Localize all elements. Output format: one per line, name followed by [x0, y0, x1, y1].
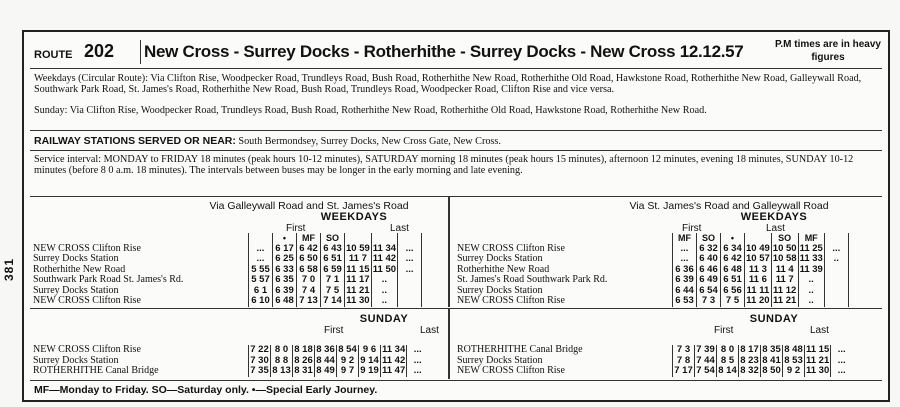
time-cell: 6 34: [721, 244, 745, 255]
divider: [30, 308, 882, 309]
stop-name: Southwark Park Road St. James's Rd.: [33, 274, 184, 285]
time-cell: 8 0: [717, 345, 739, 356]
time-cell: 11 15: [806, 344, 830, 355]
left-sunday-heading: SUNDAY: [359, 313, 409, 325]
header-divider: [140, 40, 141, 64]
time-cell: [824, 275, 848, 286]
time-cell: 6 42: [297, 244, 321, 255]
time-cell: 6 40: [697, 254, 721, 265]
center-divider: [448, 309, 450, 379]
right-first-label: First: [682, 223, 702, 234]
time-cell: ...: [673, 244, 697, 255]
route-header: [32, 38, 884, 66]
column-header: •: [273, 233, 297, 244]
time-cell: [398, 296, 422, 307]
time-cell: ...: [398, 265, 422, 276]
right-weekdays-heading: WEEKDAYS: [740, 211, 808, 223]
time-cell: 8 41: [762, 354, 781, 366]
time-cell: 9 6: [359, 345, 381, 356]
time-cell: 6 51: [321, 254, 345, 265]
table-row: [456, 254, 872, 265]
time-cell: 6 46: [697, 265, 721, 276]
footnote: MF—Monday to Friday. SO—Saturday only. •—Special Early Journey.: [34, 384, 378, 396]
table-row: [32, 296, 445, 307]
right-sunday-first-label: First: [714, 325, 734, 336]
time-cell: 6 59: [321, 265, 345, 276]
time-cell: ...: [249, 244, 273, 255]
left-sunday-last-label: Last: [420, 325, 439, 336]
stop-name: NEW CROSS Clifton Rise: [457, 242, 565, 254]
time-cell: 7 3: [673, 345, 695, 356]
time-cell: 8 17: [740, 344, 759, 355]
stop-name: St. James's Road Southwark Park Rd.: [457, 274, 608, 285]
time-cell: 10 57: [746, 253, 770, 264]
time-cell: 11 4: [771, 265, 798, 276]
time-cell: 6 39: [273, 286, 297, 297]
time-cell: 7 14: [321, 296, 345, 307]
time-cell: 7 4: [297, 286, 321, 297]
time-cell: 11 17: [346, 274, 370, 285]
time-cell: 6 58: [297, 265, 321, 276]
time-cell: 11 42: [372, 253, 397, 264]
left-last-label: Last: [390, 223, 409, 234]
time-cell: 10 49: [746, 242, 770, 254]
table-row: [32, 366, 428, 377]
time-cell: 7 8: [673, 356, 695, 367]
time-cell: 7 5: [321, 286, 345, 297]
time-cell: 6 43: [321, 244, 345, 255]
time-cell: 6 17: [273, 244, 297, 255]
column-header: [848, 233, 872, 244]
time-cell: [848, 265, 872, 276]
table-row: [456, 345, 852, 356]
time-cell: [422, 296, 446, 307]
stop-name: ROTHERHITHE Canal Bridge: [457, 344, 583, 355]
time-cell: [422, 244, 446, 255]
time-cell: 8 14: [718, 365, 737, 376]
time-cell: 8 50: [762, 365, 781, 376]
time-cell: 8 31: [294, 365, 313, 376]
right-via: Via St. James's Road and Galleywall Road: [629, 200, 829, 212]
time-cell: 10 58: [772, 253, 797, 264]
service-interval: Service interval: MONDAY to FRIDAY 18 minutes (peak hours 10-12 minutes), SATURDAY morning 18 minutes (peak hours 15 minutes), afternoon 12 minutes, evening 18 minutes, SUNDAY 10-12 minutes (before 8 0 a.m. 18 minutes). The intervals between buses may be longer in the early morning and late evening.: [34, 154, 854, 176]
time-cell: 11 3: [745, 265, 772, 276]
weekdays-right-table: [456, 233, 872, 307]
time-cell: 8 13: [272, 365, 291, 376]
time-cell: 6 33: [273, 265, 297, 276]
time-cell: 6 44: [673, 286, 697, 297]
time-cell: 9 7: [337, 366, 359, 377]
time-cell: 8 35: [762, 344, 781, 355]
column-header: [398, 233, 422, 244]
time-cell: 11 30: [806, 365, 830, 376]
time-cell: 11 6: [745, 275, 772, 286]
time-cell: 11 7: [771, 275, 798, 286]
time-cell: 11 11: [745, 286, 772, 297]
time-cell: 11 7: [345, 254, 372, 265]
time-cell: 8 32: [740, 365, 759, 376]
right-sunday-last-label: Last: [810, 325, 829, 336]
railway-station-list: South Bermondsey, Surrey Docks, New Cross Gate, New Cross.: [238, 136, 501, 147]
time-cell: [422, 286, 446, 297]
sunday-right-table: [456, 345, 852, 377]
time-cell: 7 17: [674, 365, 693, 376]
column-header: [745, 233, 772, 244]
stop-name: NEW CROSS Clifton Rise: [33, 242, 141, 254]
divider: [30, 68, 882, 69]
time-cell: 6 35: [273, 275, 297, 286]
time-cell: ...: [831, 356, 853, 367]
divider: [30, 150, 882, 151]
route-title: New Cross - Surrey Docks - Rotherhithe - Surrey Docks - New Cross 12.12.57: [144, 42, 744, 61]
time-cell: ..: [371, 286, 397, 297]
time-cell: 6 25: [273, 254, 297, 265]
time-cell: 8 0: [271, 345, 293, 356]
time-cell: 11 21: [806, 354, 830, 366]
time-cell: 11 39: [799, 263, 823, 275]
column-header: [422, 233, 446, 244]
time-cell: 6 39: [673, 275, 697, 286]
left-via: Via Galleywall Road and St. James's Road: [209, 200, 409, 212]
time-cell: 5 57: [249, 275, 273, 286]
column-header: MF: [673, 233, 697, 244]
time-cell: 6 10: [249, 296, 273, 307]
column-header: [371, 233, 397, 244]
time-cell: ...: [407, 345, 429, 356]
time-cell: [848, 244, 872, 255]
page-number: 381: [2, 258, 16, 282]
time-cell: 6 53: [673, 296, 697, 307]
stop-name: Surrey Docks Station: [457, 354, 543, 366]
time-cell: ...: [831, 345, 853, 356]
timetable-sheet: [22, 30, 890, 402]
time-cell: 11 34: [382, 344, 406, 355]
stop-name: Rotherhithe New Road: [457, 263, 550, 275]
time-cell: 9 2: [337, 356, 359, 367]
stop-name: NEW CROSS Clifton Rise: [457, 365, 565, 376]
column-header-row: [32, 233, 445, 244]
time-cell: 8 49: [316, 365, 335, 376]
stop-name: Surrey Docks Station: [33, 354, 119, 366]
time-cell: [398, 286, 422, 297]
time-cell: 8 44: [316, 354, 335, 366]
time-cell: 6 49: [697, 275, 721, 286]
divider: [30, 196, 882, 197]
time-cell: 6 48: [273, 296, 297, 307]
stop-name: Surrey Docks Station: [457, 253, 543, 264]
time-cell: 11 25: [799, 242, 823, 254]
time-cell: 5 55: [249, 265, 273, 276]
railway-label: RAILWAY STATIONS SERVED OR NEAR:: [34, 135, 236, 147]
time-cell: 7 1: [321, 275, 345, 286]
railway-stations: [34, 136, 874, 148]
time-cell: 8 8: [271, 356, 293, 367]
time-cell: [824, 296, 848, 307]
time-cell: ..: [824, 254, 848, 265]
divider: [30, 380, 882, 381]
sunday-route-description: Sunday: Via Clifton Rise, Woodpecker Road, Trundleys Road, Bush Road, Rotherhithe New Road, Rotherhithe Old Road, Hawkstone Road, Rotherhithe New Road.: [34, 105, 707, 116]
column-header-spacer: [32, 233, 249, 244]
stop-name: NEW CROSS Clifton Rise: [33, 295, 141, 306]
stop-name: NEW CROSS Clifton Rise: [33, 344, 141, 355]
time-cell: ...: [673, 254, 697, 265]
time-cell: 6 1: [249, 286, 273, 297]
left-sunday-first-label: First: [324, 325, 344, 336]
time-cell: 8 36: [316, 344, 335, 355]
time-cell: 11 50: [372, 263, 397, 275]
stop-name: NEW CROSS Clifton Rise: [457, 295, 565, 306]
table-row: [32, 254, 445, 265]
time-cell: 8 5: [717, 356, 739, 367]
route-number: 202: [84, 41, 115, 61]
time-cell: 9 14: [360, 354, 379, 366]
time-cell: ...: [831, 366, 853, 377]
table-row: [456, 366, 852, 377]
time-cell: ..: [798, 296, 824, 307]
time-cell: 10 59: [346, 242, 370, 254]
time-cell: 10 50: [772, 242, 797, 254]
time-cell: ...: [398, 244, 422, 255]
time-cell: 6 56: [721, 286, 745, 297]
time-cell: ...: [407, 356, 429, 367]
time-cell: 8 26: [294, 354, 313, 366]
time-cell: 8 54: [338, 344, 357, 355]
column-header: SO: [321, 233, 345, 244]
time-cell: 11 15: [346, 263, 370, 275]
time-cell: 6 50: [297, 254, 321, 265]
stop-name: Surrey Docks Station: [457, 284, 543, 296]
time-cell: 8 48: [784, 344, 803, 355]
time-cell: ...: [398, 254, 422, 265]
time-cell: 9 19: [360, 365, 379, 376]
stop-name: Surrey Docks Station: [33, 284, 119, 296]
time-cell: 7 39: [696, 344, 715, 355]
column-header: SO: [771, 233, 798, 244]
time-cell: 11 42: [382, 354, 406, 366]
column-header: [345, 233, 372, 244]
time-cell: 7 44: [696, 354, 715, 366]
time-cell: [422, 265, 446, 276]
time-cell: [398, 275, 422, 286]
time-cell: [824, 265, 848, 276]
time-cell: ..: [798, 275, 824, 286]
weekdays-left-table: [32, 233, 445, 307]
time-cell: 7 54: [696, 365, 715, 376]
stop-name: ROTHERHITHE Canal Bridge: [33, 365, 159, 376]
table-row: [32, 275, 445, 286]
column-header: MF: [297, 233, 321, 244]
left-first-label: First: [286, 223, 306, 234]
column-header-row: [456, 233, 872, 244]
time-cell: [848, 254, 872, 265]
left-weekdays-heading: WEEKDAYS: [320, 211, 388, 223]
weekdays-route-description: Weekdays (Circular Route): Via Clifton Rise, Woodpecker Road, Trundleys Road, Bush Road, Rotherhithe New Road, Rotherhithe Old Road, Hawkstone Road, Rotherhithe New Road, Galleywall Road, Southwark Park Road, St. James's Road, Rotherhithe New Road, Bush Road, Trundleys Road, Woodpecker Road, Clifton Rise and vice versa.: [34, 73, 862, 95]
time-cell: 8 18: [294, 344, 313, 355]
center-divider: [448, 197, 450, 307]
stop-name: Rotherhithe New Road: [33, 263, 126, 275]
column-header: SO: [697, 233, 721, 244]
time-cell: 6 32: [697, 244, 721, 255]
time-cell: 7 35: [250, 365, 269, 376]
time-cell: 7 22: [250, 344, 269, 355]
route-label: ROUTE: [34, 49, 73, 61]
time-cell: [422, 254, 446, 265]
sunday-left-table: [32, 345, 428, 377]
time-cell: 7 0: [297, 275, 321, 286]
time-cell: 11 21: [773, 295, 797, 306]
time-cell: ...: [407, 366, 429, 377]
table-row: [456, 296, 872, 307]
time-cell: 11 21: [346, 284, 370, 296]
column-header: •: [721, 233, 745, 244]
time-cell: [848, 296, 872, 307]
time-cell: ...: [249, 254, 273, 265]
time-cell: 11 34: [372, 242, 397, 254]
time-cell: 7 5: [721, 296, 745, 307]
time-cell: 8 23: [740, 354, 759, 366]
time-cell: 11 30: [346, 295, 370, 306]
time-cell: 11 33: [799, 253, 823, 264]
divider: [30, 130, 882, 131]
time-cell: [848, 286, 872, 297]
time-cell: [848, 275, 872, 286]
column-header-spacer: [456, 233, 673, 244]
time-cell: 11 47: [382, 365, 406, 376]
time-cell: 6 48: [721, 265, 745, 276]
time-cell: [824, 286, 848, 297]
time-cell: 7 30: [250, 354, 269, 366]
right-last-label: Last: [766, 223, 785, 234]
table-row: [32, 345, 428, 356]
time-cell: 8 53: [784, 354, 803, 366]
time-cell: 11 20: [746, 295, 770, 306]
right-sunday-heading: SUNDAY: [749, 313, 799, 325]
time-cell: [422, 275, 446, 286]
time-cell: ..: [371, 296, 397, 307]
time-cell: 6 36: [673, 265, 697, 276]
table-row: [456, 275, 872, 286]
stop-name: Surrey Docks Station: [33, 253, 119, 264]
time-cell: 11 12: [773, 284, 797, 296]
column-header: MF: [798, 233, 824, 244]
time-cell: ..: [371, 275, 397, 286]
time-cell: 7 3: [697, 296, 721, 307]
column-header: [824, 233, 848, 244]
column-header: [249, 233, 273, 244]
time-cell: 6 42: [721, 254, 745, 265]
time-cell: 9 2: [783, 366, 805, 377]
time-cell: 6 54: [697, 286, 721, 297]
time-cell: 6 51: [721, 275, 745, 286]
pm-times-note: P.M times are in heavy figures: [775, 39, 881, 63]
time-cell: ..: [798, 286, 824, 297]
time-cell: 7 13: [297, 296, 321, 307]
time-cell: ...: [824, 244, 848, 255]
